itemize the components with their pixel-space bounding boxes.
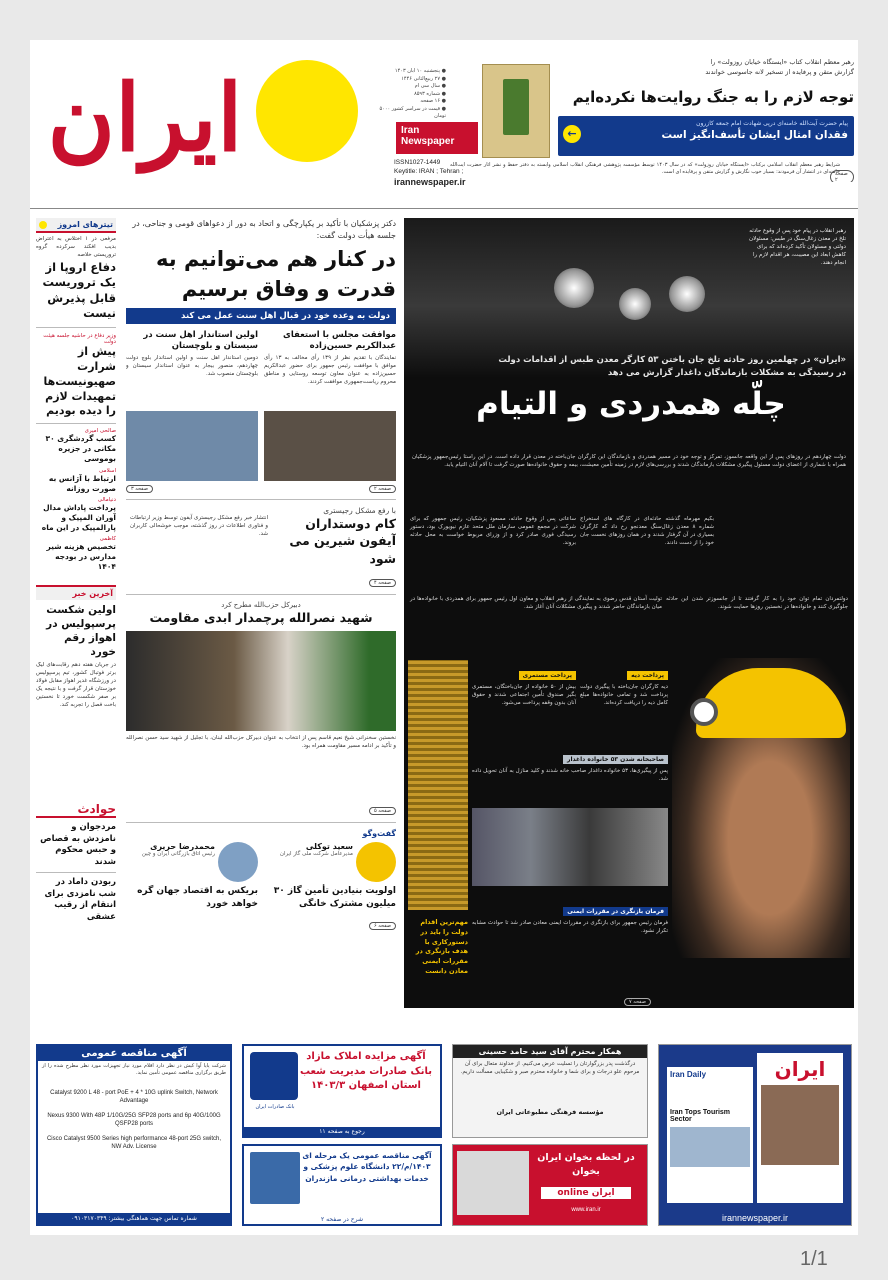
divider [30,208,858,209]
sub-story-title[interactable]: موافقت مجلس با استعفای عبدالکریم حسین‌زاده [283,329,396,352]
masthead-logo: ایران [47,64,243,172]
interview-title[interactable]: اولویت بنیادین تأمین گاز ۳۰ میلیون مشترک خانگی [273,885,396,909]
brief-label: تیترهای امروز [36,218,116,233]
accidents-label: حوادث [36,802,116,818]
book-figure [503,79,529,135]
book-cover-image [482,64,550,158]
leader-quote: رهبر انقلاب در پیام خود پس از وقوع حادثه تلخ در معدن زغال‌سنگ در طبس: مسئولان دولتی و مسئولان تأکید کرده‌اند که برای کاهش ابعاد این مصیبت، هر اقدام لازم را انجام دهند. [749,228,846,266]
sub-story-title[interactable]: اولین استاندار اهل سنت در سیستان و بلوچستان [143,329,258,352]
newspaper-page: ایران ● پنجشنبه ۱۰ آبان ۱۴۰۳ ● ۲۷ ربیع‌الثانی ۱۴۴۶ ● سال سی ام ● شماره ۸۵۹۳ ● ۱۶ صفحه ● قیمت در سراسر کشور ۵۰۰۰ تومان Iran Newspaper ISSN1027-1449 Keytitle: IRAN ; Tehran ; irannewspaper.ir رهبر معظم انقلاب کتاب «ایستگاه خیابان روزولت» را گزارش متقن و پرفایده از تسخیر لانه جاسوسی خواندند توجه لازم را به جنگ روایت‌ها نکرده‌ایم پیام حضرت آیت‌الله خامنه‌ای درپی شهادت امام جمعه کازرون فقدان امثال ایشان تأسف‌انگیز است ← شرایط رهبر معظم انقلاب اسلامی برکتاب «ایستگاه خیابان روزولت» که در سال ۱۴۰۳ توسط مؤسسه پژوهشی فرهنگی انقلاب اسلامی وابسته به دفتر حفظ و نشر آثار حضرت آیت‌الله خامنه‌ای در انتشار آن فرمودند: بسیار خوب نگارش و گزارش متقن و پرفایده ای است. صفحه ۲ تیترهای امروز مرفعی در ۱ اختلاس به اعتراض بدیب افکند سرکرده گروه تروریستی خلاصه دفاع اروپا از یک تروریست قابل پذیرش نیست وزیر دفاع در حاشیه جلسه هیئت دولت پیش از شرارت صهیونیست‌ها تمهیدات لازم را دیده بودیم صالحی امیری کسب گردشگری ۳۰ مکانی در جزیره بوموسی اسلامی ارتباط با آژانس به صورت روزانه دنیامالی پرداخت پاداش مدال آوران المپیک و پارالمپیک در این ماه کاظمی تخصیص هزینه شیر مدارس در بودجه ۱۴۰۴ آخرین خبر اولین شکست پرسپولیس در اهواز رقم خورد در جریان هفته دهم رقابت‌های لیگ برتر فوتبال کشور، تیم پرسپولیس در ورزشگاه غدیر اهواز مقابل فولاد خوزستان قرار گرفت و با نتیجه یک بر صفر شکست خورد تا نخستین باخت فصل را تجربه کند. حوادث مردجوان و نامزدش به قصاص و حبس محکوم شدند ربودن داماد در شب نامزدی برای انتقام از رقیب عشقی دکتر پزشکیان با تأکید بر یکپارچگی و اتحاد به دور از دعواهای قومی و جناحی، در جلسه هیأت دولت گفت: در کنار هم می‌توانیم به قدرت و وفاق برسیم دولت به وعده خود در قبال اهل سنت عمل می کند موافقت مجلس با استعفای عبدالکریم حسین‌زاده نمایندگان با تقدیم نظر از ۱۳۹ رأی مخالف به ۱۳ رأی موافق با موافقت رئیس جمهور برای حضور عبدالکریم حسین‌زاده به عنوان معاون توسعه روستایی و مناطق محروم ریاست‌جمهوری موافقت کردند. اولین استاندار اهل سنت در سیستان و بلوچستان دومین استاندار اهل سنت و اولین استاندار بلوچ دولت چهاردهم، منصور بیجار به عنوان استاندار سیستان و بلوچستان منصوب شد. صفحه ۲ صفحه ۳ با رفع مشکل رجیستری کام دوستداران آیفون شیرین می شود انتشار خبر رفع مشکل رجیستری آیفون توسط وزیر ارتباطات و فناوری اطلاعات در روز گذشته، موجب خوشحالی کاربران شد. صفحه ۴ دبیرکل حزب‌الله مطرح کرد شهید نصرالله پرچمدار ابدی مقاومت نخستین سخنرانی شیخ نعیم قاسم پس از انتخاب به عنوان دبیرکل حزب‌الله لبنان، با تجلیل از شهید سید حسن نصرالله و تأکید بر ادامه مسیر مقاومت همراه بود. صفحه ۵ گفت‌وگو سعید توکلی مدیرعامل شرکت ملی گاز ایران اولویت بنیادین تأمین گاز ۳۰ میلیون مشترک خانگی محمدرضا حریری رئیس اتاق بازرگانی ایران و چین بریکس به اقتصاد جهان گره خواهد خورد صفحه ۶ رهبر انقلاب در پیام خود پس از وقوع حادثه تلخ در معدن زغال‌سنگ در طبس: مسئولان دولتی و مسئولان تأکید کرده‌اند که برای کاهش ابعاد این مصیبت، هر اقدام لازم را انجام دهند. «ایران» در چهلمین روز حادثه تلخ جان باختن ۵۳ کارگر معدن طبس از اقدامات دولت در رسیدگی به مشکلات بازماندگان داغدار گزارش می دهد چلّه همدردی و التیام دولت چهاردهم در روزهای پس از این واقعه جانسوز، تمرکز و توجه خود در مسیر همدردی و بازماندگان این کارگران جان‌باخته در معدن قرار داده است. در این راستا رئیس‌جمهور پزشکیان همراه با شماری از اعضای دولت مسئول پیگیری مشکلات بازماندگان شدند و بررسی‌های لازم در زمینه تأمین معیشت، بیمه و حقوق خانواده‌ها صورت گرفت تا آلام آنان التیام یابد. ساعاتی پس از وقوع حادثه، مسعود پزشکیان، رئیس جمهور که برای شرکت در مجمع عمومی سازمان ملل متحد عازم نیویورک بود، دستور رسیدگی فوری صادر کرد و از وزرای مربوط خواست به محل حادثه بروند. بکیم مهرماه گذشته حادثه‌ای در کارگاه های استخراج شماره ۸ معدن زغال‌سنگ معدنجو رخ داد که کارگران بسیاری در آن گرفتار شدند و در همان روزهای نخست جان خود را از دست دادند. تولیت آستان قدس رضوی به نمایندگی از رهبر انقلاب و معاون اول رئیس جمهور برای همدردی با خانواده‌ها در میان بازماندگان حاضر شدند و پیگیری مشکلات آنان آغاز شد. دولتمردان تمام توان خود را به کار گرفتند تا از جانسوزتر شدن این حادثه جلوگیری کنند و خانواده‌ها در نخستین روزها حمایت شوند. پرداخت مستمری بیش از ۵۰ خانواده از جان‌باختگان، مستمری بگیر صندوق تأمین اجتماعی شدند و حقوق آنان بدون وقفه پرداخت می‌شود. پرداخت دیه دیه کارگران جان‌باخته با پیگیری دولت پرداخت شد و تمامی خانواده‌ها مبلغ کامل دیه را دریافت کرده‌اند. صاحبخانه شدن ۵۳ خانواده داغدار پس از پیگیری‌ها، ۵۳ خانواده داغدار صاحب خانه شدند و کلید منازل به آنان تحویل داده شد. فرمان بازنگری در مقررات ایمنی فرمان رئیس جمهور برای بازنگری در مقررات ایمنی معادن صادر شد تا حوادث مشابه تکرار نشود. مهم‌ترین اقدام دولت را باید در دستورکاری با هدف بازنگری در مقررات ایمنی معادن دانست صفحه ۷ آگهی مناقصه عمومی شرکت پایا آوا کیش در نظر دارد اقلام مورد نیاز تجهیزات مورد نظر مطرح شده را از طریق برگزاری مناقصه عمومی تأمین نماید. Catalyst 9200 L 48 - port PoE + 4 * 10G uplink Switch, Network Advantage Nexus 9300 With 48P 1/10G/25G SFP28 ports and 6p 40G/100G QSFP28 ports Cisco Catalyst 9500 Series high performance 48-port 25G switch, NW Adv. License شماره تماس جهت هماهنگی بیشتر: ۰۹۱۰۳۱۷۰۳۴۹ بانک صادرات ایران آگهی مزایده املاک مازاد بانک صادرات مدیریت شعب استان اصفهان ۱۴۰۳/۳ رجوع به صفحه ۱۱ همکار محترم آقای سید حامد حسینی درگذشت پدر بزرگوارتان را تسلیت عرض می‌کنیم. از خداوند متعال برای آن مرحوم علو درجات و برای شما و خانواده محترم صبر و شکیبایی مسألت داریم. مؤسسه فرهنگی مطبوعاتی ایران ایران Iran Daily Iran Tops Tourism Sector irannewspaper.ir آگهی مناقصه عمومی یک مرحله ای ۱۴۰۳/م/۲۲ دانشگاه علوم پزشکی و خدمات بهداشتی درمانی مازندران شرح در صفحه ۲ در لحظه بخوان ایران بخوان ایران online www.iran.ir [30,40,858,1235]
pension-box: پرداخت مستمری بیش از ۵۰ خانواده از جان‌باختگان، مستمری بگیر صندوق تأمین اجتماعی شدند و حقوق آنان بدون وقفه پرداخت می‌شود. [472,672,576,706]
laptop-image [457,1151,529,1215]
latest-news-label: آخرین خبر [36,585,116,600]
miner-portrait [672,658,850,958]
issn-block: ISSN1027-1449 Keytitle: IRAN ; Tehran ; irannewspaper.ir [394,158,484,202]
brief-headline[interactable]: تخصیص هزینه شیر مدارس در بودجه ۱۴۰۴ [46,542,116,572]
university-logo-icon [250,1152,300,1204]
families-photo [472,808,668,886]
top-kicker: رهبر معظم انقلاب کتاب «ایستگاه خیابان روزولت» را گزارش متقن و پرفایده از تسخیر لانه جاسوسی خواندند [705,58,854,76]
helmet-lamp-icon [690,698,718,726]
latest-news-title[interactable]: اولین شکست پرسپولیس در اهواز رقم خورد [46,603,116,659]
interviewee-photo [218,842,258,882]
lead-kicker: «ایران» در چهلمین روز حادثه تلخ جان باختن ۵۳ کارگر معدن طبس از اقدامات دولت در رسیدگی به مشکلات بازماندگان داغدار گزارش می دهد [498,355,846,378]
iran-daily-thumb: Iran Daily Iran Tops Tourism Sector [667,1067,753,1203]
helmet [696,668,846,738]
top-headline[interactable]: توجه لازم را به جنگ روایت‌ها نکرده‌ایم [572,88,854,106]
bank-logo-icon [250,1052,298,1100]
interview-label: گفت‌وگو [362,828,396,838]
nasrallah-photo [126,631,396,731]
person-photo [126,411,258,481]
center-column: دکتر پزشکیان با تأکید بر یکپارچگی و اتحاد به دور از دعواهای قومی و جناحی، در جلسه هیأت دولت گفت: در کنار هم می‌توانیم به قدرت و وفاق برسیم دولت به وعده خود در قبال اهل سنت عمل می کند موافقت مجلس با استعفای عبدالکریم حسین‌زاده نمایندگان با تقدیم نظر از ۱۳۹ رأی مخالف به ۱۳ رأی موافق با موافقت رئیس جمهور برای حضور عبدالکریم حسین‌زاده به عنوان معاون توسعه روستایی و مناطق محروم ریاست‌جمهوری موافقت کردند. اولین استاندار اهل سنت در سیستان و بلوچستان دومین استاندار اهل سنت و اولین استاندار بلوچ دولت چهاردهم، منصور بیجار به عنوان استاندار سیستان و بلوچستان منصوب شد. صفحه ۲ صفحه ۳ با رفع مشکل رجیستری کام دوستداران آیفون شیرین می شود انتشار خبر رفع مشکل رجیستری آیفون توسط وزیر ارتباطات و فناوری اطلاعات در روز گذشته، موجب خوشحالی کاربران شد. صفحه ۴ دبیرکل حزب‌الله مطرح کرد شهید نصرالله پرچمدار ابدی مقاومت نخستین سخنرانی شیخ نعیم قاسم پس از انتخاب به عنوان دبیرکل حزب‌الله لبنان، با تجلیل از شهید سید حسن نصرالله و تأکید بر ادامه مسیر مقاومت همراه بود. صفحه ۵ گفت‌وگو سعید توکلی مدیرعامل شرکت ملی گاز ایران اولویت بنیادین تأمین گاز ۳۰ میلیون مشترک خانگی محمدرضا حریری رئیس اتاق بازرگانی ایران و چین بریکس به اقتصاد جهان گره خواهد خورد صفحه ۶ [126,219,396,930]
iran-cover-thumb: ایران [757,1053,843,1203]
iran-daily-promo[interactable]: ایران Iran Daily Iran Tops Tourism Sector irannewspaper.ir [658,1044,852,1226]
lead-story: رهبر انقلاب در پیام خود پس از وقوع حادثه تلخ در معدن زغال‌سنگ در طبس: مسئولان دولتی و مسئولان تأکید کرده‌اند که برای کاهش ابعاد این مصیبت، هر اقدام لازم را انجام دهند. «ایران» در چهلمین روز حادثه تلخ جان باختن ۵۳ کارگر معدن طبس از اقدامات دولت در رسیدگی به مشکلات بازماندگان داغدار گزارش می دهد چلّه همدردی و التیام دولت چهاردهم در روزهای پس از این واقعه جانسوز، تمرکز و توجه خود در مسیر همدردی و بازماندگان این کارگران جان‌باخته در معدن قرار داده است. در این راستا رئیس‌جمهور پزشکیان همراه با شماری از اعضای دولت مسئول پیگیری مشکلات بازماندگان شدند و بررسی‌های لازم در زمینه تأمین معیشت، بیمه و حقوق خانواده‌ها صورت گرفت تا آلام آنان التیام یابد. ساعاتی پس از وقوع حادثه، مسعود پزشکیان، رئیس جمهور که برای شرکت در مجمع عمومی سازمان ملل متحد عازم نیویورک بود، دستور رسیدگی فوری صادر کرد و از وزرای مربوط خواست به محل حادثه بروند. بکیم مهرماه گذشته حادثه‌ای در کارگاه های استخراج شماره ۸ معدن زغال‌سنگ معدنجو رخ داد که کارگران بسیاری در آن گرفتار شدند و در همان روزهای نخست جان خود را از دست دادند. تولیت آستان قدس رضوی به نمایندگی از رهبر انقلاب و معاون اول رئیس جمهور برای همدردی با خانواده‌ها در میان بازماندگان حاضر شدند و پیگیری مشکلات آنان آغاز شد. دولتمردان تمام توان خود را به کار گرفتند تا از جانسوزتر شدن این حادثه جلوگیری کنند و خانواده‌ها در نخستین روزها حمایت شوند. پرداخت مستمری بیش از ۵۰ خانواده از جان‌باختگان، مستمری بگیر صندوق تأمین اجتماعی شدند و حقوق آنان بدون وقفه پرداخت می‌شود. پرداخت دیه دیه کارگران جان‌باخته با پیگیری دولت پرداخت شد و تمامی خانواده‌ها مبلغ کامل دیه را دریافت کرده‌اند. صاحبخانه شدن ۵۳ خانواده داغدار پس از پیگیری‌ها، ۵۳ خانواده داغدار صاحب خانه شدند و کلید منازل به آنان تحویل داده شد. فرمان بازنگری در مقررات ایمنی فرمان رئیس جمهور برای بازنگری در مقررات ایمنی معادن صادر شد تا حوادث مشابه تکرار نشود. مهم‌ترین اقدام دولت را باید در دستورکاری با هدف بازنگری در مقررات ایمنی معادن دانست صفحه ۷ [404,218,854,1008]
medical-tender-ad[interactable]: آگهی مناقصه عمومی یک مرحله ای ۱۴۰۳/م/۲۲ دانشگاه علوم پزشکی و خدمات بهداشتی درمانی مازندران شرح در صفحه ۲ [242,1144,442,1226]
brief-headline[interactable]: پرداخت پاداش مدال آوران المپیک و پارالمپیک در این ماه [41,502,116,533]
brief-headline[interactable]: پیش از شرارت صهیونیست‌ها تمهیدات لازم را دیده بودیم [43,344,116,418]
brief-headline[interactable]: کسب گردشگری ۳۰ مکانی در جزیره بوموسی [45,434,116,464]
brief-headline[interactable]: ارتباط با آژانس به صورت روزانه [48,473,116,493]
person-photo [264,411,396,481]
bank-auction-ad[interactable]: بانک صادرات ایران آگهی مزایده املاک مازاد بانک صادرات مدیریت شعب استان اصفهان ۱۴۰۳/۳ رجوع به صفحه ۱۱ [242,1044,442,1138]
sun-dot-icon [39,221,47,229]
feature-title[interactable]: کام دوستداران آیفون شیرین می شود [289,515,396,566]
arrow-left-icon: ← [563,125,581,143]
side-quote: مهم‌ترین اقدام دولت را باید در دستورکاری با هدف بازنگری در مقررات ایمنی معادن دانست [415,918,468,975]
center-kicker: دکتر پزشکیان با تأکید بر یکپارچگی و اتحاد به دور از دعواهای قومی و جناحی، در جلسه هیأت دولت گفت: [132,219,396,240]
website-link[interactable]: irannewspaper.ir [394,177,466,188]
accident-headline[interactable]: ربودن داماد در شب نامزدی برای انتقام از رقیب عشقی [44,877,116,922]
top-banner[interactable]: پیام حضرت آیت‌الله خامنه‌ای درپی شهادت امام جمعه کازرون فقدان امثال ایشان تأسف‌انگیز است ← [558,116,854,156]
top-body: شرایط رهبر معظم انقلاب اسلامی برکتاب «ایستگاه خیابان روزولت» که در سال ۱۴۰۳ توسط مؤسسه پژوهشی فرهنگی انقلاب اسلامی وابسته به دفتر حفظ و نشر آثار حضرت آیت‌الله خامنه‌ای در انتشار آن فرمودند: بسیار خوب نگارش و گزارش متقن و پرفایده ای است. [450,162,840,176]
tender-ad[interactable]: آگهی مناقصه عمومی شرکت پایا آوا کیش در نظر دارد اقلام مورد نیاز تجهیزات مورد نظر مطرح شده را از طریق برگزاری مناقصه عمومی تأمین نماید. Catalyst 9200 L 48 - port PoE + 4 * 10G uplink Switch, Network Advantage Nexus 9300 With 48P 1/10G/25G SFP28 ports and 6p 40G/100G QSFP28 ports Cisco Catalyst 9500 Series high performance 48-port 25G switch, NW Adv. License شماره تماس جهت هماهنگی بیشتر: ۰۹۱۰۳۱۷۰۳۴۹ [36,1044,232,1226]
brief-column: تیترهای امروز مرفعی در ۱ اختلاس به اعتراض بدیب افکند سرکرده گروه تروریستی خلاصه دفاع اروپا از یک تروریست قابل پذیرش نیست وزیر دفاع در حاشیه جلسه هیئت دولت پیش از شرارت صهیونیست‌ها تمهیدات لازم را دیده بودیم صالحی امیری کسب گردشگری ۳۰ مکانی در جزیره بوموسی اسلامی ارتباط با آژانس به صورت روزانه دنیامالی پرداخت پاداش مدال آوران المپیک و پارالمپیک در این ماه کاظمی تخصیص هزینه شیر مدارس در بودجه ۱۴۰۴ آخرین خبر اولین شکست پرسپولیس در اهواز رقم خورد در جریان هفته دهم رقابت‌های لیگ برتر فوتبال کشور، تیم پرسپولیس در ورزشگاه غدیر اهواز مقابل فولاد خوزستان قرار گرفت و با نتیجه یک بر صفر شکست خورد تا نخستین باخت فصل را تجربه کند. حوادث مردجوان و نامزدش به قصاص و حبس محکوم شدند ربودن داماد در شب نامزدی برای انتقام از رقیب عشقی [36,220,116,922]
iran-online-ad[interactable]: در لحظه بخوان ایران بخوان ایران online www.iran.ir [452,1144,648,1226]
diyeh-box: پرداخت دیه دیه کارگران جان‌باخته با پیگیری دولت پرداخت شد و تمامی خانواده‌ها مبلغ کامل دیه را دریافت کرده‌اند. [580,672,668,706]
accident-headline[interactable]: مردجوان و نامزدش به قصاص و حبس محکوم شدند [40,822,116,867]
safety-box: فرمان بازنگری در مقررات ایمنی فرمان رئیس جمهور برای بازنگری در مقررات ایمنی معادن صادر شد تا حوادث مشابه تکرار نشود. [472,908,668,934]
page-counter: 1/1 [800,1248,828,1270]
interview-title[interactable]: بریکس به اقتصاد جهان گره خواهد خورد [137,885,258,909]
issue-info: ● پنجشنبه ۱۰ آبان ۱۴۰۳ ● ۲۷ ربیع‌الثانی ۱۴۴۶ ● سال سی ام ● شماره ۸۵۹۳ ● ۱۶ صفحه ● قیمت در سراسر کشور ۵۰۰۰ تومان [379,68,446,119]
center-headline[interactable]: در کنار هم می‌توانیم به قدرت و وفاق برسیم [156,247,396,301]
masthead-sun [256,60,358,162]
lead-headline[interactable]: چلّه همدردی و التیام [476,386,786,422]
interviewee-photo [356,842,396,882]
decorative-stripe [408,660,468,910]
brief-headline[interactable]: دفاع اروپا از یک تروریست قابل پذیرش نیست [42,259,116,321]
nasrallah-title[interactable]: شهید نصرالله پرچمدار ابدی مقاومت [149,610,373,626]
center-subhead: دولت به وعده خود در قبال اهل سنت عمل می کند [126,308,396,324]
housing-box: صاحبخانه شدن ۵۳ خانواده داغدار پس از پیگیری‌ها، ۵۳ خانواده داغدار صاحب خانه شدند و کلید منازل به آنان تحویل داده شد. [472,756,668,782]
condolence-ad: همکار محترم آقای سید حامد حسینی درگذشت پدر بزرگوارتان را تسلیت عرض می‌کنیم. از خداوند متعال برای آن مرحوم علو درجات و برای شما و خانواده محترم صبر و شکیبایی مسألت داریم. مؤسسه فرهنگی مطبوعاتی ایران [452,1044,648,1138]
iran-newspaper-badge: Iran Newspaper [396,122,478,154]
